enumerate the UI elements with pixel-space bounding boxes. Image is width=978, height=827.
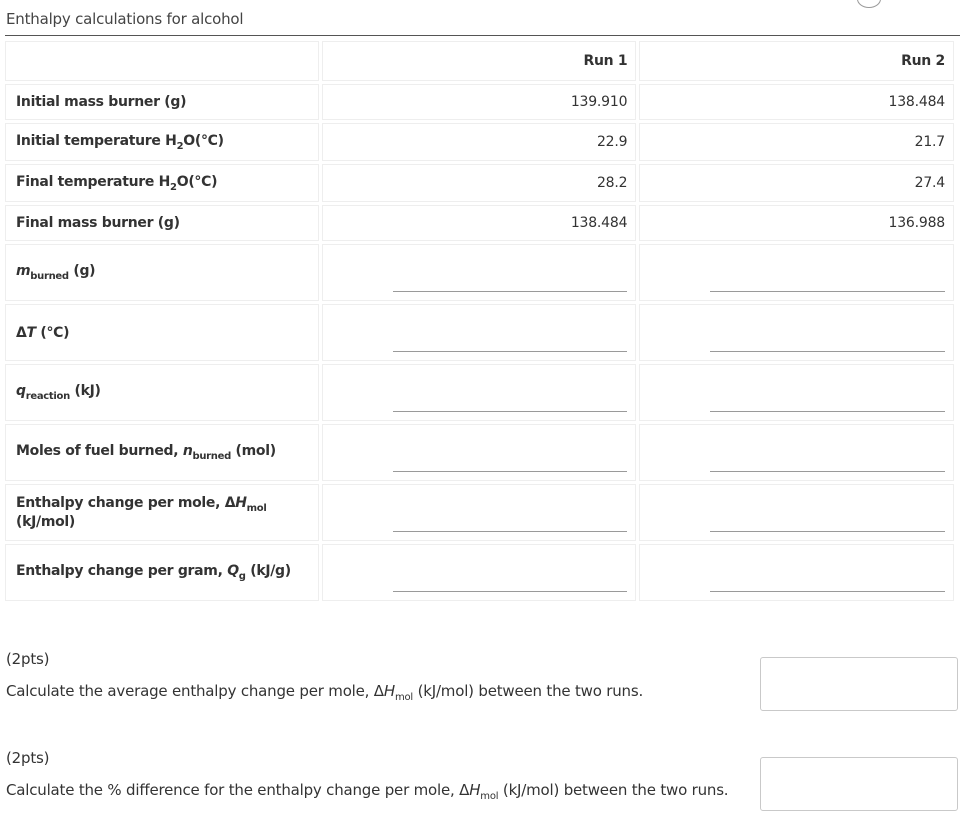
run2-enthalpy-per-mole-field[interactable] [639, 484, 954, 541]
table-header-row [5, 41, 954, 81]
run2-moles-burned-field[interactable] [639, 424, 954, 481]
run2-q-reaction-field[interactable] [639, 364, 954, 421]
table-row-mass-burned [5, 244, 954, 301]
run2-enthalpy-per-gram-field[interactable] [639, 544, 954, 601]
run2-delta-t-field[interactable] [639, 304, 954, 361]
run1-q-reaction-field[interactable] [322, 364, 637, 421]
run1-initial-temperature: 22.9 [322, 123, 637, 161]
run2-final-temperature: 27.4 [639, 164, 954, 202]
run2-initial-temperature: 21.7 [639, 123, 954, 161]
run1-enthalpy-per-mole-field[interactable] [322, 484, 637, 541]
row-label-mass-burned: $m_{burned}$ (g) [5, 244, 319, 301]
table-row-final-mass [5, 205, 954, 241]
row-label-initial-mass: Initial mass burner (g) [5, 84, 319, 120]
row-label-moles-burned: Moles of fuel burned, $n_{burned}$ (mol) [5, 424, 319, 481]
run2-mass-burned-field[interactable] [639, 244, 954, 301]
table-row-enthalpy-per-gram [5, 544, 954, 601]
row-label-final-mass: Final mass burner (g) [5, 205, 319, 241]
row-label-delta-t: ΔT (°C) [5, 304, 319, 361]
run1-final-temperature: 28.2 [322, 164, 637, 202]
run2-initial-mass: 138.484 [639, 84, 954, 120]
run1-delta-t-field[interactable] [322, 304, 637, 361]
question-2-points: (2pts) [6, 749, 50, 767]
run1-enthalpy-per-gram-field[interactable] [322, 544, 637, 601]
run1-mass-burned-field[interactable] [322, 244, 637, 301]
row-label-enthalpy-per-mole: Enthalpy change per mole, $\Delta H_{mol}$ (kJ/mol) [5, 484, 319, 541]
question-1-points: (2pts) [6, 650, 50, 668]
header-empty-cell [5, 41, 319, 81]
partial-circle-control[interactable] [857, 0, 881, 8]
question-1-text: Calculate the average enthalpy change per mole, $\Delta H_{mol}$ (kJ/mol) between the two runs. [6, 682, 644, 703]
row-label-final-temperature: Final temperature $H_2O(^\circ C)$ [5, 164, 319, 202]
header-run-2: Run 2 [639, 41, 954, 81]
header-run-1: Run 1 [322, 41, 637, 81]
table-row-initial-mass [5, 84, 954, 120]
question-average-enthalpy [6, 650, 643, 703]
average-enthalpy-answer-input[interactable] [760, 657, 958, 711]
row-label-enthalpy-per-gram: Enthalpy change per gram, $Q_g$ (kJ/g) [5, 544, 319, 601]
table-row-enthalpy-per-mole [5, 484, 954, 541]
question-percent-difference [6, 749, 728, 802]
enthalpy-data-table [2, 38, 957, 604]
row-label-q-reaction: $q_{reaction}$ (kJ) [5, 364, 319, 421]
run1-moles-burned-field[interactable] [322, 424, 637, 481]
run1-initial-mass: 139.910 [322, 84, 637, 120]
title-divider [5, 35, 960, 36]
percent-difference-answer-input[interactable] [760, 757, 958, 811]
row-label-initial-temperature: Initial temperature $H_2O(^\circ C)$ [5, 123, 319, 161]
table-row-delta-t [5, 304, 954, 361]
table-row-moles-burned [5, 424, 954, 481]
table-row-initial-temperature [5, 123, 954, 161]
question-2-text: Calculate the % difference for the enthalpy change per mole, $\Delta H_{mol}$ (kJ/mol) between the two runs. [6, 781, 729, 802]
run1-final-mass: 138.484 [322, 205, 637, 241]
page-title: Enthalpy calculations for alcohol [6, 10, 244, 28]
table-row-final-temperature [5, 164, 954, 202]
table-row-q-reaction [5, 364, 954, 421]
run2-final-mass: 136.988 [639, 205, 954, 241]
